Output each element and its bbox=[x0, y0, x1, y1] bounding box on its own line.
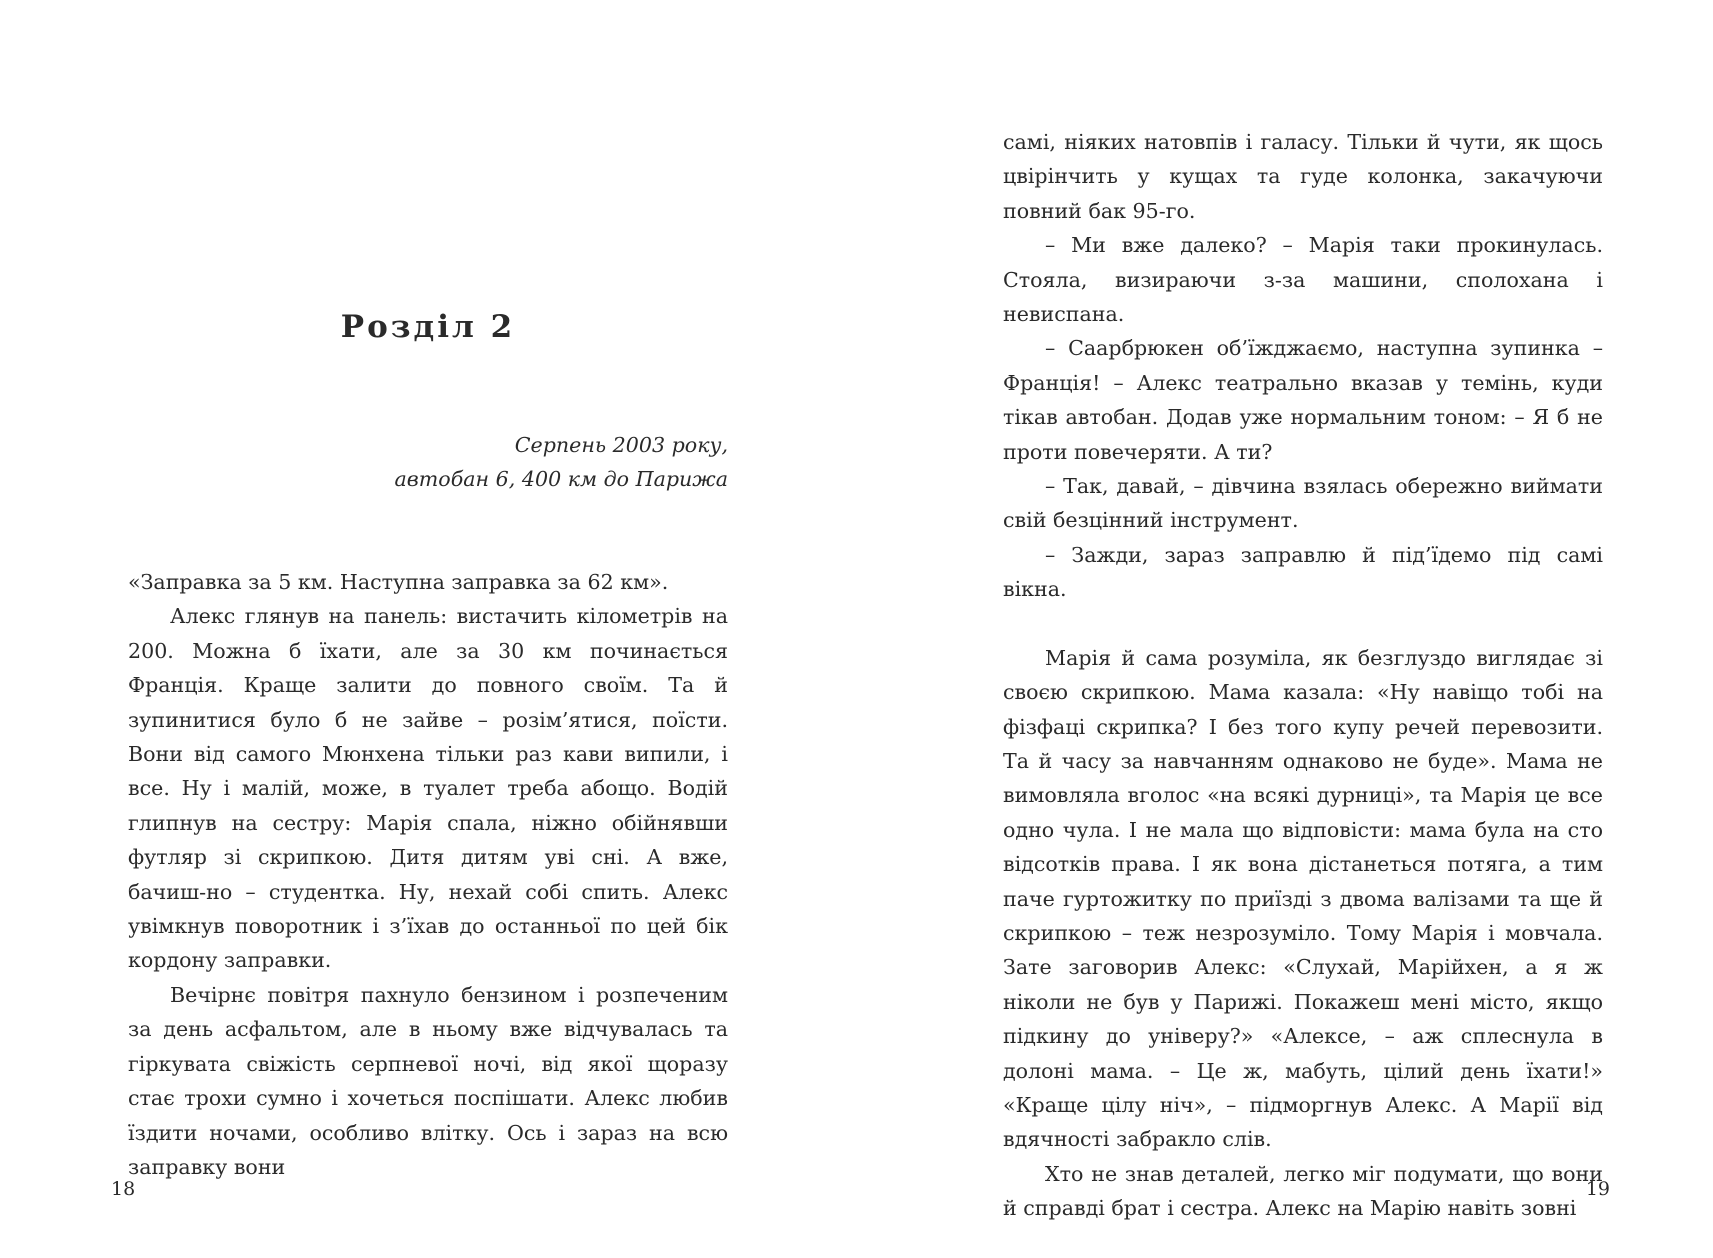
paragraph: «Заправка за 5 км. Наступна заправка за 62 км». bbox=[128, 570, 669, 594]
paragraph: самі, ніяких натовпів і галасу. Тільки й чути, як щось цвірінчить у кущах та гуде колонка, закачуючи повний бак 95-го. bbox=[1003, 130, 1603, 223]
paragraph: Алекс глянув на панель: вистачить кілометрів на 200. Можна б їхати, але за 30 км починається Франція. Краще залити до повного своїм. Та й зупинитися було б не зайве – розім’ятися, поїсти. Вони від самого Мюнхена тільки раз кави випили, і все. Ну і малій, може, в туалет треба абощо. Водій глипнув на сестру: Марія спала, ніжно обійнявши футляр зі скрипкою. Дитя дитям уві сні. А вже, бачиш-но – студентка. Ну, нехай собі спить. Алекс увімкнув поворотник і з’їхав до останньої по цей бік кордону заправки. bbox=[128, 604, 728, 973]
paragraph: Марія й сама розуміла, як безглуздо виглядає зі своєю скрипкою. Мама казала: «Ну навіщо тобі на фізфаці скрипка? І без того купу речей перевозити. Та й часу за навчанням однаково не буде». Мама не вимовляла вголос «на всякі дурниці», та Марія це все одно чула. І не мала що відповісти: мама була на сто відсотків права. І як вона дістанеться потяга, а тим паче гуртожитку по приїзді з двома валізами та ще й скрипкою – теж незрозуміло. Тому Марія і мовчала. Зате заговорив Алекс: «Слухай, Марійхен, а я ж ніколи не був у Парижі. Покажеш мені місто, якщо підкину до універу?» «Алексе, – аж сплеснула в долоні мама. – Це ж, мабуть, цілий день їхати!» «Краще цілу ніч», – підморгнув Алекс. А Марії від вдячності забракло слів. bbox=[1003, 645, 1603, 1152]
right-page bbox=[857, 0, 1713, 1258]
dialogue-line: – Саарбрюкен об’їжджаємо, наступна зупинка – Франція! – Алекс театрально вказав у темінь, куди тікав автобан. Додав уже нормальним тоном: – Я б не проти повечеряти. А ти? bbox=[1003, 336, 1603, 464]
epigraph-line-2: автобан 6, 400 км до Парижа bbox=[394, 467, 728, 491]
dialogue-line: – Так, давай, – дівчина взялась обережно виймати свій безцінний інструмент. bbox=[1003, 474, 1603, 533]
page-number: 19 bbox=[1585, 1178, 1610, 1200]
right-body-text bbox=[1003, 125, 1603, 1226]
paragraph: Хто не знав деталей, легко міг подумати, що вони й справді брат і сестра. Алекс на Марію навіть зовні bbox=[1003, 1161, 1603, 1221]
epigraph bbox=[128, 428, 728, 496]
chapter-title: Розділ 2 bbox=[340, 308, 516, 345]
left-body-text bbox=[128, 565, 728, 1184]
paragraph: Вечірнє повітря пахнуло бензином і розпеченим за день асфальтом, але в ньому вже відчувалась та гіркувата свіжість серпневої ночі, від якої щоразу стає трохи сумно і хочеться поспішати. Алекс любив їздити ночами, особливо влітку. Ось і зараз на всю заправку вони bbox=[128, 982, 728, 1179]
page-number: 18 bbox=[111, 1178, 136, 1200]
epigraph-line-1: Серпень 2003 року, bbox=[514, 433, 728, 457]
dialogue-line: – Зажди, зараз заправлю й під’їдемо під самі вікна. bbox=[1003, 542, 1603, 602]
dialogue-line: – Ми вже далеко? – Марія таки прокинулась. Стояла, визираючи з-за машини, сполохана і невиспана. bbox=[1003, 233, 1603, 327]
left-page bbox=[0, 0, 856, 1258]
